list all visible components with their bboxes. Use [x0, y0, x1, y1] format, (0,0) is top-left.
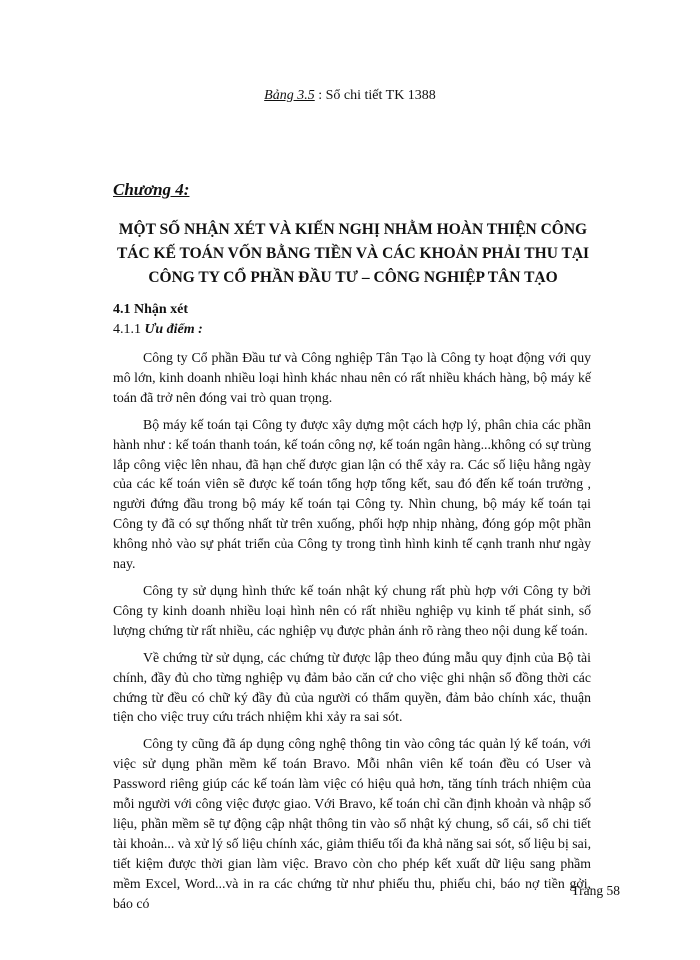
paragraph: Về chứng từ sử dụng, các chứng từ được lập theo đúng mẫu quy định của Bộ tài chính, đầy đủ cho từng nghiệp vụ đảm bảo căn cứ cho việc ghi nhận sổ đồng thời các chứng từ đều có chữ ký đầy đủ của người có thẩm quyền, đảm bảo chính xác, thuận tiện cho việc truy cứu trách nhiệm khi xảy ra sai sót.: [113, 649, 591, 725]
table-caption-text: : Sổ chi tiết TK 1388: [318, 88, 436, 103]
subsection-number: 4.1.1: [113, 322, 141, 337]
paragraph: Bộ máy kế toán tại Công ty được xây dựng một cách hợp lý, phân chia các phần hành như : kế toán thanh toán, kế toán công nợ, kế toán ngân hàng...không có sự trùng lắp công việc lên nhau, đã hạn chế được gian lận có thể xảy ra. Các số liệu hằng ngày của các kế toán viên sẽ được kế toán tổng hợp tổng kết, sau đó đến kế toán trưởng , người đứng đầu trong bộ máy kế toán tại Công ty. Nhìn chung, bộ máy kế toán tại Công ty đã có sự thống nhất từ trên xuống, phối hợp nhịp nhàng, đóng góp một phần không nhỏ vào sự phát triển của Công ty trong tình hình kinh tế cạnh tranh như ngày nay.: [113, 416, 591, 572]
table-caption: [0, 88, 700, 104]
chapter-title: Chương 4:: [113, 180, 190, 199]
subsection-heading: [113, 322, 203, 338]
body-text: [113, 348, 591, 920]
section-heading: 4.1 Nhận xét: [113, 302, 189, 317]
chapter-heading-line: MỘT SỐ NHẬN XÉT VÀ KIẾN NGHỊ NHẰM HOÀN THIỆN CÔNG: [118, 221, 588, 238]
chapter-heading: [113, 218, 593, 290]
page-number: Trang 58: [571, 883, 620, 898]
chapter-heading-line: TÁC KẾ TOÁN VỐN BẰNG TIỀN VÀ CÁC KHOẢN PHẢI THU TẠI: [116, 245, 590, 262]
paragraph: Công ty sử dụng hình thức kế toán nhật ký chung rất phù hợp với Công ty bởi Công ty kinh doanh nhiều loại hình nên có rất nhiều nghiệp vụ kinh tế phát sinh, số lượng chứng từ rất nhiều, các nghiệp vụ được phản ánh rõ ràng theo nội dung kế toán.: [113, 582, 591, 638]
paragraph: Công ty Cổ phần Đầu tư và Công nghiệp Tân Tạo là Công ty hoạt động với quy mô lớn, kinh doanh nhiều loại hình khác nhau nên có rất nhiều khách hàng, bộ máy kế toán đã trở nên đóng vai trò quan trọng.: [113, 350, 591, 405]
table-caption-label: Bảng 3.5: [264, 88, 315, 103]
paragraph: Công ty cũng đã áp dụng công nghệ thông tin vào công tác quản lý kế toán, với việc sử dụng phần mềm kế toán Bravo. Mỗi nhân viên kế toán đều có User và Password riêng giúp các kế toán làm việc có hiệu quả hơn, tăng tính trách nhiệm của mỗi người với công việc được giao. Với Bravo, kế toán chỉ cần định khoản và nhập số liệu, phần mềm sẽ tự động cập nhật thông tin vào sổ nhật ký chung, sổ cái, sổ chi tiết tài khoản... và xử lý số liệu chính xác, giảm thiểu tối đa khả năng sai sót, số liệu bị sai, tiết kiệm được thời gian làm việc. Bravo còn cho phép kết xuất dữ liệu sang phầm mềm Excel, Word...và in ra các chứng từ như phiếu thu, phiếu chi, báo nợ tiền gởi, báo có: [113, 736, 592, 911]
chapter-heading-line: CÔNG TY CỔ PHẦN ĐẦU TƯ – CÔNG NGHIỆP TÂN TẠO: [148, 269, 558, 286]
subsection-title: Ưu điểm :: [144, 322, 203, 337]
